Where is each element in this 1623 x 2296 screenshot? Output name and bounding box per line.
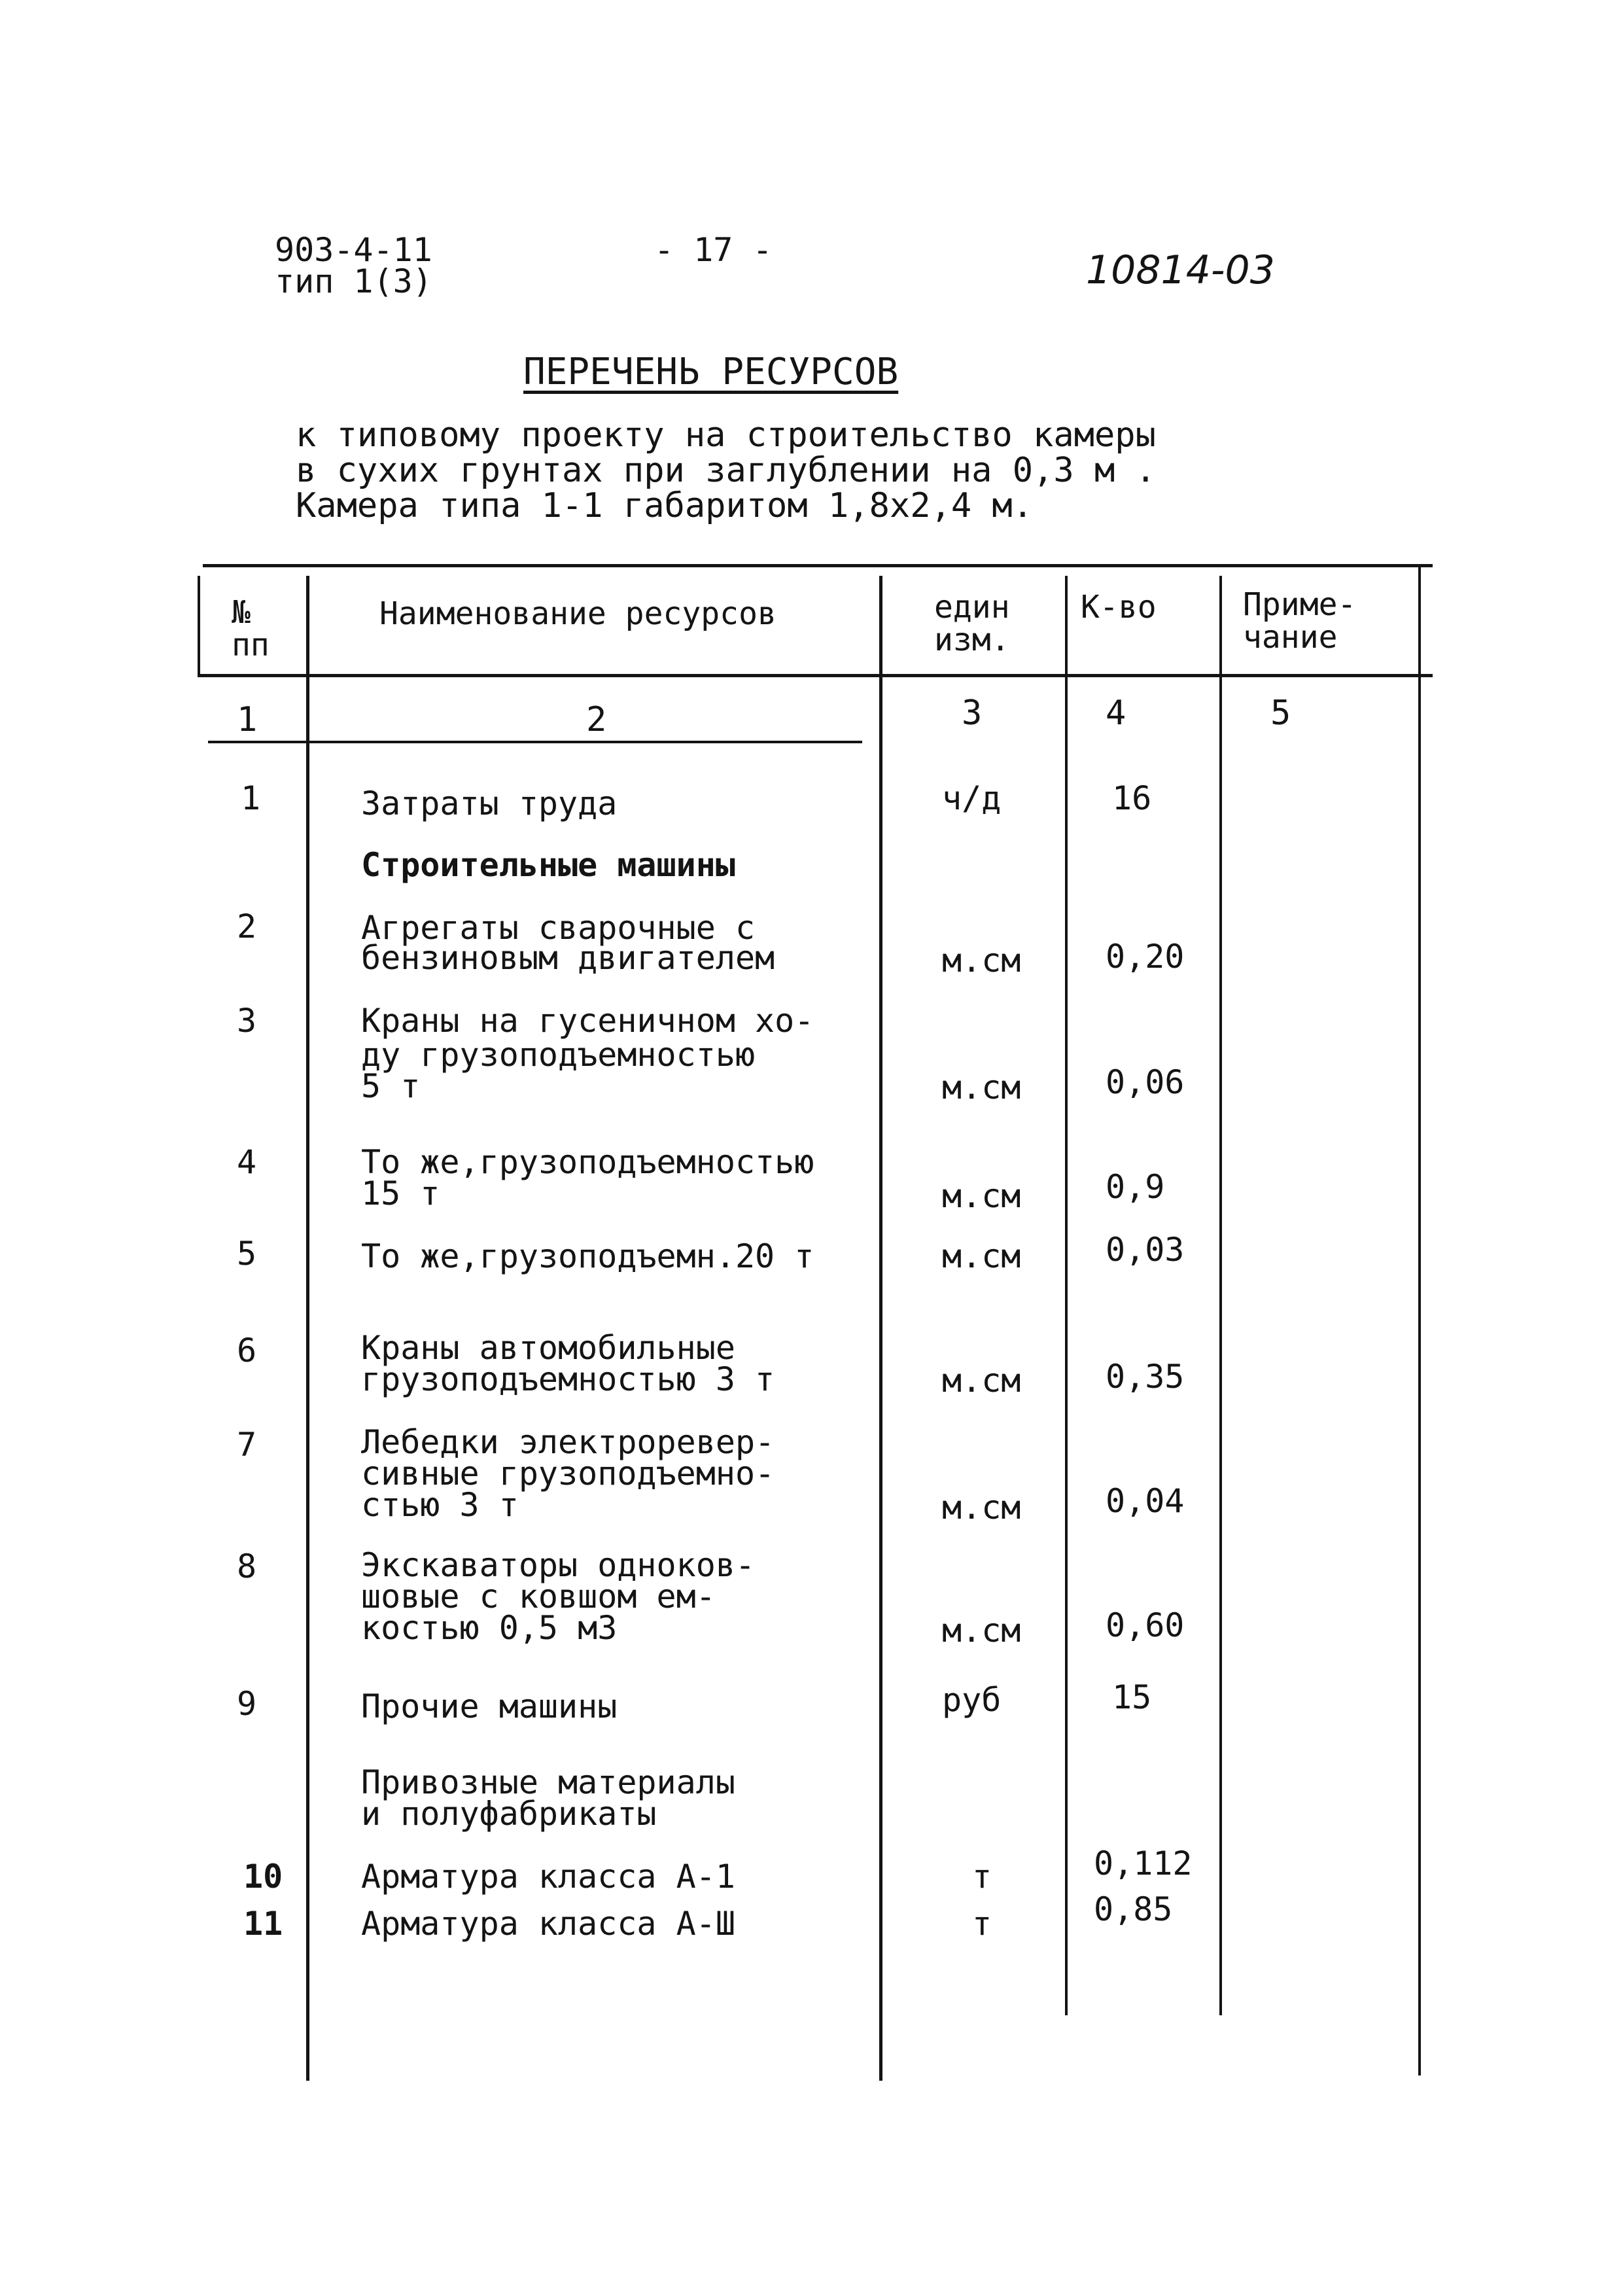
- column-number-1: 1: [237, 700, 258, 739]
- row-unit: м.см: [942, 942, 1021, 980]
- row-num: 7: [237, 1426, 257, 1464]
- row-unit: руб: [942, 1681, 1002, 1719]
- row-name: Прочие машины: [361, 1687, 618, 1725]
- section-heading-line-1: Привозные материалы: [361, 1763, 735, 1801]
- row-num: 2: [237, 908, 257, 945]
- row-num: 9: [237, 1685, 257, 1723]
- col-divider-4: [1219, 576, 1222, 2015]
- row-num: 3: [237, 1002, 257, 1040]
- handwritten-document-number: 10814-03: [1086, 247, 1275, 293]
- page-number: - 17 -: [654, 231, 773, 269]
- row-name: Арматура класса А-Ш: [361, 1905, 735, 1943]
- column-number-3: 3: [962, 694, 983, 733]
- section-heading-line-2: и полуфабрикаты: [361, 1795, 657, 1833]
- row-qty: 0,9: [1106, 1168, 1165, 1206]
- row-qty: 16: [1112, 779, 1152, 817]
- row-name-line-2: бензиновым двигателем: [361, 939, 775, 977]
- column-number-4: 4: [1106, 694, 1126, 733]
- row-name-line-1: Агрегаты сварочные с: [361, 909, 756, 947]
- col-divider-2: [879, 576, 882, 2081]
- left-border: [198, 576, 200, 674]
- row-name-line-1: Лебедки электроревер-: [361, 1423, 775, 1461]
- row-name: Арматура класса А-1: [361, 1858, 735, 1896]
- row-qty: 0,20: [1106, 938, 1185, 976]
- row-unit: м.см: [942, 1362, 1021, 1400]
- row-name: То же,грузоподъемн.20 т: [361, 1237, 814, 1275]
- row-qty: 0,85: [1094, 1890, 1173, 1928]
- right-border: [1418, 564, 1421, 2075]
- column-number-5: 5: [1270, 694, 1291, 733]
- row-qty: 0,60: [1106, 1606, 1185, 1644]
- intro-line-1: к типовому проекту на строительство камеры: [296, 415, 1156, 455]
- header-note-line-1: Приме-: [1243, 586, 1357, 623]
- page-title: ПЕРЕЧЕНЬ РЕСУРСОВ: [523, 351, 899, 393]
- header-qty: К-во: [1081, 589, 1157, 626]
- row-num: 8: [237, 1547, 257, 1585]
- row-unit: т: [972, 1905, 992, 1943]
- row-qty: 0,35: [1106, 1358, 1185, 1396]
- row-name-line-1: Экскаваторы одноков-: [361, 1546, 756, 1584]
- row-name-line-3: 5 т: [361, 1067, 421, 1105]
- row-unit: т: [972, 1858, 992, 1896]
- row-unit: м.см: [942, 1237, 1021, 1275]
- row-unit: м.см: [942, 1612, 1021, 1650]
- row-unit: м.см: [942, 1177, 1021, 1215]
- row-name-line-2: грузоподъемностью 3 т: [361, 1360, 775, 1398]
- document-code: 903-4-11: [275, 231, 432, 269]
- header-name: Наименование ресурсов: [379, 595, 777, 632]
- header-note-line-2: чание: [1243, 619, 1338, 656]
- row-name-line-1: Краны автомобильные: [361, 1329, 735, 1367]
- row-qty: 0,06: [1106, 1063, 1185, 1101]
- row-num: 5: [237, 1235, 257, 1273]
- row-unit: ч/д: [942, 779, 1002, 817]
- row-name: Затраты труда: [361, 785, 618, 822]
- row-unit: м.см: [942, 1489, 1021, 1527]
- row-qty: 0,04: [1106, 1482, 1185, 1520]
- header-unit-line-2: изм.: [934, 622, 1010, 658]
- row-name-line-1: Краны на гусеничном хо-: [361, 1002, 814, 1040]
- row-name-line-3: стью 3 т: [361, 1486, 519, 1524]
- row-num: 11: [243, 1905, 283, 1943]
- header-bottom-border: [198, 674, 1433, 677]
- row-qty: 15: [1112, 1678, 1152, 1716]
- section-heading: Строительные машины: [361, 846, 735, 884]
- row-unit: м.см: [942, 1069, 1021, 1106]
- col-divider-1: [306, 576, 309, 2081]
- table-top-border: [203, 564, 1433, 567]
- column-number-2: 2: [586, 700, 607, 739]
- header-unit-line-1: един: [934, 589, 1010, 626]
- intro-line-3: Камера типа 1-1 габаритом 1,8х2,4 м.: [296, 486, 1034, 525]
- row-qty: 0,03: [1106, 1231, 1185, 1269]
- row-name-line-2: 15 т: [361, 1174, 440, 1212]
- row-num: 4: [237, 1143, 257, 1181]
- row-num: 10: [243, 1858, 283, 1896]
- col-divider-3: [1065, 576, 1068, 2015]
- document-type: тип 1(3): [275, 262, 432, 300]
- header-num-line-1: №: [232, 594, 251, 631]
- header-num-line-2: пп: [232, 627, 270, 663]
- row-num: 1: [241, 779, 261, 817]
- row-qty: 0,112: [1094, 1845, 1193, 1882]
- row-name-line-1: То же,грузоподъемностью: [361, 1143, 814, 1181]
- intro-line-2: в сухих грунтах при заглублении на 0,3 м .: [296, 451, 1156, 490]
- row-num: 6: [237, 1332, 257, 1369]
- row-name-line-3: костью 0,5 м3: [361, 1609, 618, 1647]
- row-name-line-2: сивные грузоподъемно-: [361, 1455, 775, 1492]
- row-name-line-2: шовые с ковшом ем-: [361, 1578, 716, 1616]
- row-name-line-2: ду грузоподъемностью: [361, 1036, 756, 1074]
